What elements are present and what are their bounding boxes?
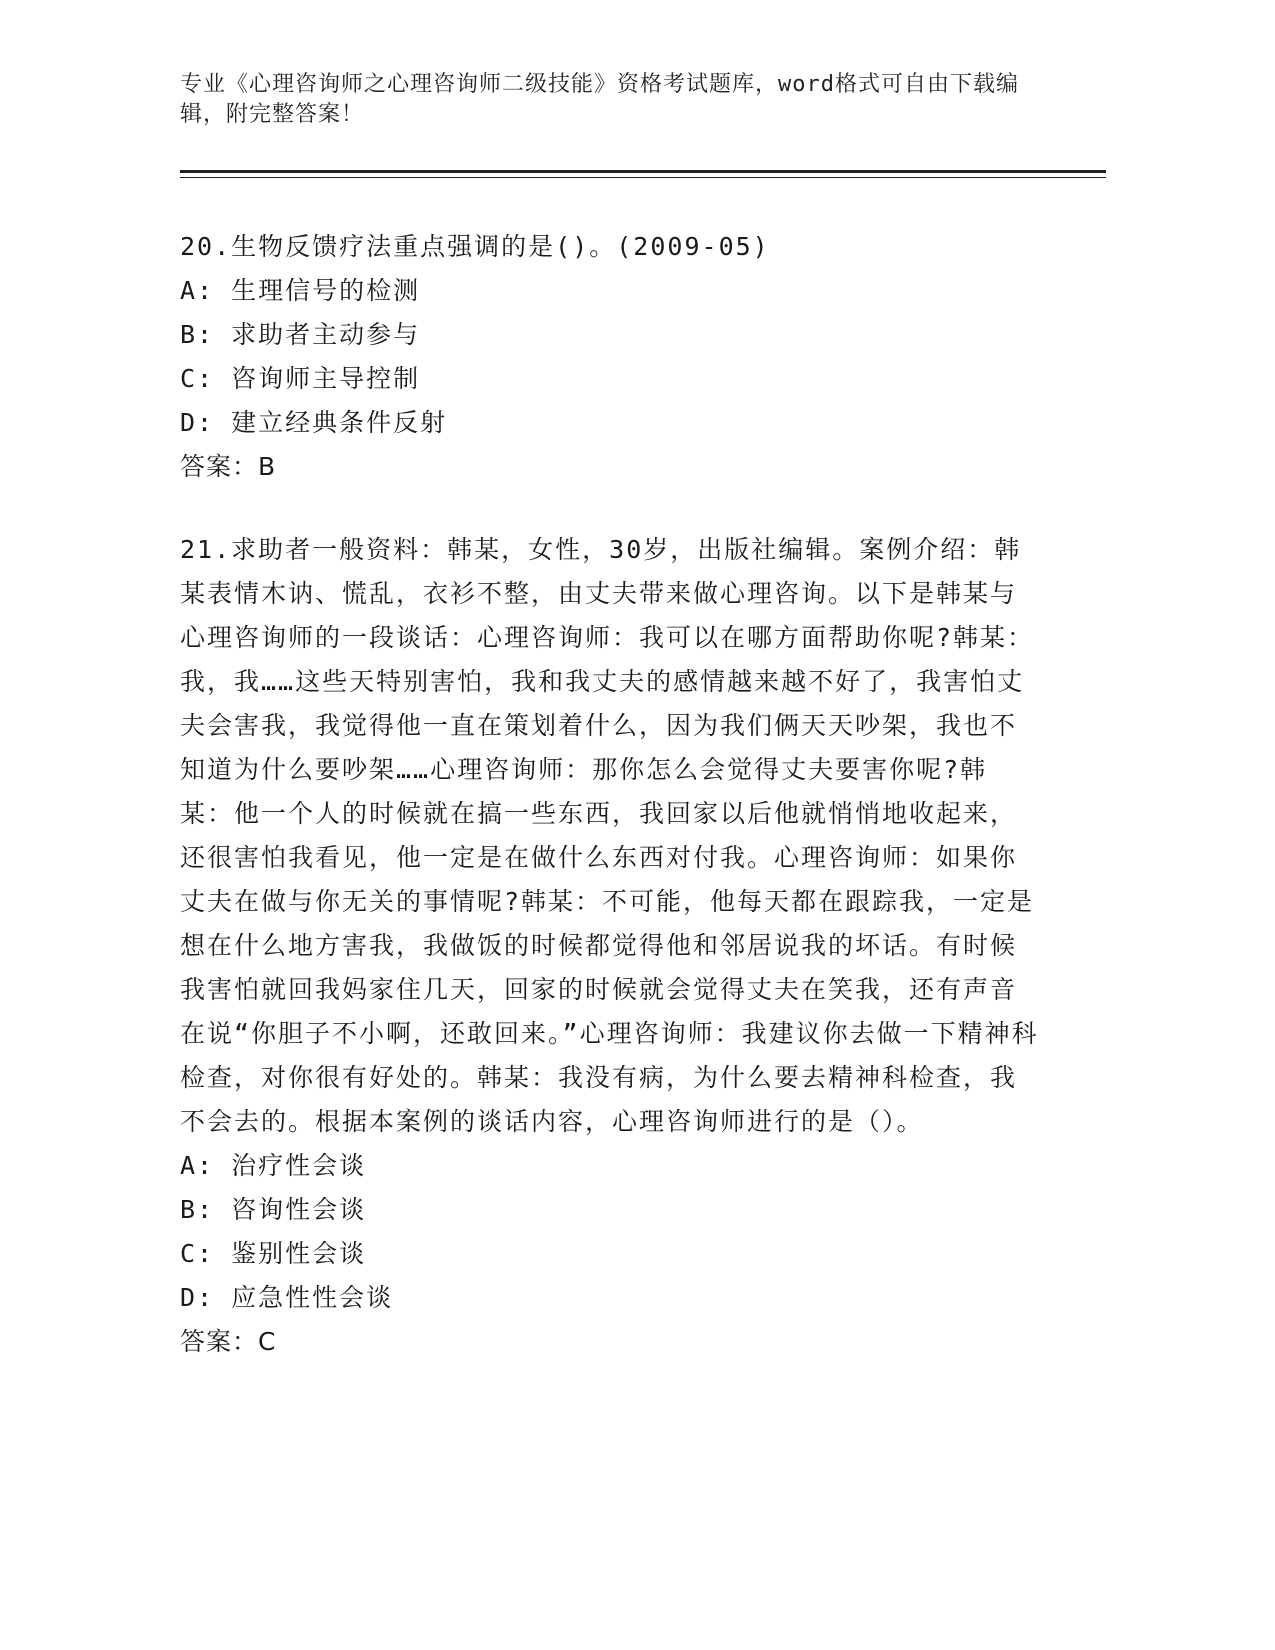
option-d: D: 应急性性会谈 [180,1283,394,1312]
option-c: C: 鉴别性会谈 [180,1239,367,1268]
question-stem: 21.求助者一般资料：韩某，女性，30岁，出版社编辑。案例介绍：韩某表情木讷、慌乱，衣衫不整，由丈夫带来做心理咨询。以下是韩某与心理咨询师的一段谈话：心理咨询师：我可以在哪方面帮助你呢?韩某：我，我……这些天特别害怕，我和我丈夫的感情越来越不好了，我害怕丈夫会害我，我觉得他一直在策划着什么，因为我们俩天天吵架，我也不知道为什么要吵架……心理咨询师：那你怎么会觉得丈夫要害你呢?韩某：他一个人的时候就在搞一些东西，我回家以后他就悄悄地收起来，还很害怕我看见，他一定是在做什么东西对付我。心理咨询师：如果你丈夫在做与你无关的事情呢?韩某：不可能，他每天都在跟踪我，一定是想在什么地方害我，我做饭的时候都觉得他和邻居说我的坏话。有时候我害怕就回我妈家住几天，回家的时候就会觉得丈夫在笑我，还有声音在说“你胆子不小啊，还敢回来。”心理咨询师：我建议你去做一下精神科检查，对你很有好处的。韩某：我没有病，为什么要去精神科检查，我不会去的。根据本案例的谈话内容，心理咨询师进行的是（）。 [180,535,1039,1136]
option-a: A: 治疗性会谈 [180,1151,367,1180]
header-text: 专业《心理咨询师之心理咨询师二级技能》资格考试题库，word格式可自由下载编辑，附完整答案！ [180,72,1019,127]
option-b: B: 咨询性会谈 [180,1195,367,1224]
question-stem: 20.生物反馈疗法重点强调的是()。(2009-05) [180,232,770,261]
answer-label: 答案：C [180,1327,277,1356]
question-21 [180,528,1040,1364]
option-b: B: 求助者主动参与 [180,320,421,349]
option-c: C: 咨询师主导控制 [180,364,421,393]
answer-label: 答案：B [180,452,277,481]
header-rule-thin [180,177,1106,178]
question-20 [180,225,1040,489]
option-d: D: 建立经典条件反射 [180,408,448,437]
option-a: A: 生理信号的检测 [180,276,421,305]
header-rule [180,170,1106,173]
